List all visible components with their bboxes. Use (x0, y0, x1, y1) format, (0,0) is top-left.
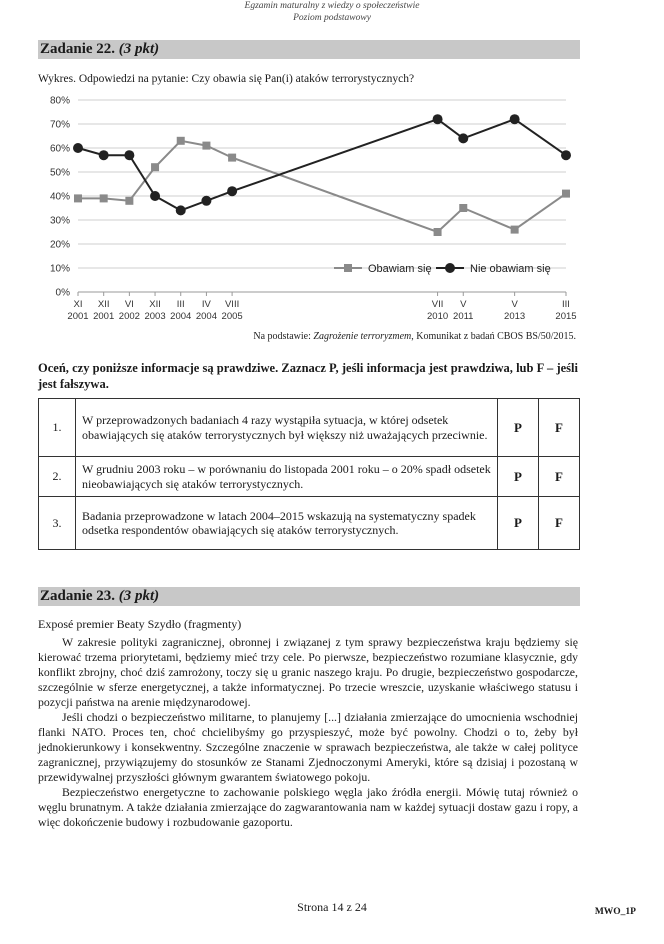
data-point-square (74, 194, 82, 202)
x-tick-year: 2005 (221, 311, 243, 322)
y-tick-label: 40% (49, 191, 70, 203)
task-23-points: (3 pkt) (118, 588, 160, 604)
x-tick-month: VIII (224, 299, 240, 310)
x-tick-month: III (176, 299, 185, 310)
y-tick-label: 80% (49, 95, 70, 107)
task-23-header (38, 587, 580, 606)
x-tick-year: 2010 (427, 311, 449, 322)
paragraph: Bezpieczeństwo energetyczne to zachowanie polskiego węgla jako źródła energii. Mówię tutaj również o węglu brunatnym. A także działania zmierzające do zagwarantowania nam w każdej sytuacji dostaw gazu i ropy, a więc dokończenie budowy i rozbudowanie gazoportu. (38, 785, 578, 829)
legend-square-marker (344, 264, 352, 272)
statement-number: 1. (39, 399, 76, 457)
x-tick-year: 2015 (555, 311, 577, 322)
x-tick-month: XII (97, 299, 110, 310)
data-point-square (100, 194, 108, 202)
x-tick-month: VI (124, 299, 134, 310)
paragraph: W zakresie polityki zagranicznej, obronnej i związanej z tym sprawy bezpieczeństwa kraju będziemy się kierować trzema priorytetami, będziemy mieć trzy cele. Po pierwsze, bezpieczeństwo rozumiane klasycznie, gdy konflikt zbrojny, choć dziś zamrożony, toczy się u granic naszego kraju. Po drugie, bezpieczeństwo gospodarcze, szczególnie w sferze energetycznej, a także informatycznej. Po trzecie wreszcie, uzyskanie właściwego statusu i pozycji państwa na arenie międzynarodowej. (38, 635, 578, 709)
x-tick-month: XI (73, 299, 83, 310)
data-point-circle (458, 133, 468, 143)
legend-label: Obawiam się (368, 263, 432, 275)
x-tick-year: 2002 (118, 311, 140, 322)
statement-text: W grudniu 2003 roku – w porównaniu do listopada 2001 roku – o 20% spadł odsetek nieobawiających się ataków terrorystycznych. (76, 457, 498, 497)
y-tick-label: 60% (49, 143, 70, 155)
x-tick-month: V (460, 299, 467, 310)
x-axis-ticks (67, 292, 576, 322)
x-tick-month: XII (149, 299, 161, 310)
statement-number: 2. (39, 457, 76, 497)
table-row (39, 457, 580, 497)
x-tick-month: IV (201, 299, 211, 310)
answer-true-cell[interactable]: P (498, 457, 539, 497)
table-row (39, 497, 580, 550)
legend-label: Nie obawiam się (470, 263, 551, 275)
source-prefix: Na podstawie: (253, 331, 314, 342)
x-tick-month: III (562, 299, 570, 310)
y-axis-ticks (50, 96, 70, 299)
data-point-circle (561, 150, 571, 160)
y-tick-label: 30% (49, 215, 70, 227)
x-tick-year: 2001 (67, 311, 89, 322)
chart-series (73, 114, 571, 236)
paragraph: Jeśli chodzi o bezpieczeństwo militarne, to planujemy [...] działania zmierzające do umocnienia wschodniej flanki NATO. Proces ten, choć chcielibyśmy go przyspieszyć, może być powolny. Chodzi o to, żeby był jednokierunkowy i konsekwentny. Szczególne znaczenie w sprawach bezpieczeństwa, ale także w całej polityce zagranicznej, przywiązujemy do stosunków ze Stanami Zjednoczonymi Ameryki, które są dzisiaj i pozostaną w przewidywalnej przyszłości głównym gwarantem światowego pokoju. (38, 710, 578, 784)
true-false-table (38, 398, 580, 550)
task-23-title: Zadanie 23. (40, 588, 116, 604)
data-point-circle (510, 114, 520, 124)
page-number: Strona 14 z 24 (297, 900, 367, 914)
x-tick-year: 2004 (195, 311, 217, 322)
data-point-square (511, 226, 519, 234)
answer-false-cell[interactable]: F (539, 399, 580, 457)
data-point-circle (124, 150, 134, 160)
y-tick-label: 70% (49, 119, 70, 131)
source-title: Zagrożenie terroryzmem (313, 331, 412, 342)
data-point-circle (73, 143, 83, 153)
data-point-square (562, 190, 570, 198)
task-22-instruction: Oceń, czy poniższe informacje są prawdziwe. Zaznacz P, jeśli informacja jest prawdziwa, lub F – jeśli jest fałszywa. (38, 361, 578, 391)
y-tick-label: 50% (49, 167, 70, 179)
series-line (78, 141, 566, 232)
task-22-points: (3 pkt) (118, 41, 160, 57)
x-tick-year: 2011 (453, 311, 474, 322)
legend-circle-marker (445, 263, 455, 273)
data-point-square (459, 204, 467, 212)
answer-false-cell[interactable]: F (539, 457, 580, 497)
statement-text: Badania przeprowadzone w latach 2004–2015 wskazują na systematyczny spadek odsetka respondentów obawiających się ataków terrorystycznych. (76, 497, 498, 550)
chart-caption: Wykres. Odpowiedzi na pytanie: Czy obawia się Pan(i) ataków terrorystycznych? (38, 73, 415, 85)
task-22-header (38, 40, 580, 59)
x-tick-year: 2003 (144, 311, 166, 322)
line-chart (38, 92, 580, 328)
chart-legend (334, 263, 551, 275)
statement-number: 3. (39, 497, 76, 550)
task-23-text (38, 635, 578, 830)
data-point-square (151, 163, 159, 171)
data-point-circle (150, 191, 160, 201)
data-point-square (125, 197, 133, 205)
x-tick-year: 2004 (170, 311, 192, 322)
data-point-circle (201, 196, 211, 206)
exam-code: MWO_1P (594, 907, 636, 917)
data-point-square (177, 137, 185, 145)
data-point-circle (99, 150, 109, 160)
data-point-circle (227, 186, 237, 196)
x-tick-year: 2013 (504, 311, 526, 322)
y-tick-label: 10% (49, 263, 70, 275)
y-tick-label: 0% (55, 287, 70, 299)
source-suffix: , Komunikat z badań CBOS BS/50/2015. (411, 331, 576, 342)
statement-text: W przeprowadzonych badaniach 4 razy wystąpiła sytuacja, w której odsetek obawiających się ataków terrorystycznych był większy niż uważających przeciwnie. (76, 399, 498, 457)
answer-true-cell[interactable]: P (498, 399, 539, 457)
x-tick-month: VII (431, 299, 444, 310)
data-point-circle (176, 205, 186, 215)
task-22-title: Zadanie 22. (40, 41, 116, 57)
y-tick-label: 20% (49, 239, 70, 251)
exam-header-level: Poziom podstawowy (293, 13, 371, 23)
answer-false-cell[interactable]: F (539, 497, 580, 550)
table-row (39, 399, 580, 457)
exam-header-title: Egzamin maturalny z wiedzy o społeczeństwie (244, 1, 420, 11)
data-point-square (228, 154, 236, 162)
x-tick-year: 2001 (93, 311, 115, 322)
task-23-intro: Exposé premier Beaty Szydło (fragmenty) (38, 617, 242, 631)
answer-true-cell[interactable]: P (498, 497, 539, 550)
data-point-circle (433, 114, 443, 124)
data-point-square (434, 228, 442, 236)
chart-source (253, 331, 576, 342)
data-point-square (202, 142, 210, 150)
x-tick-month: V (511, 299, 518, 310)
